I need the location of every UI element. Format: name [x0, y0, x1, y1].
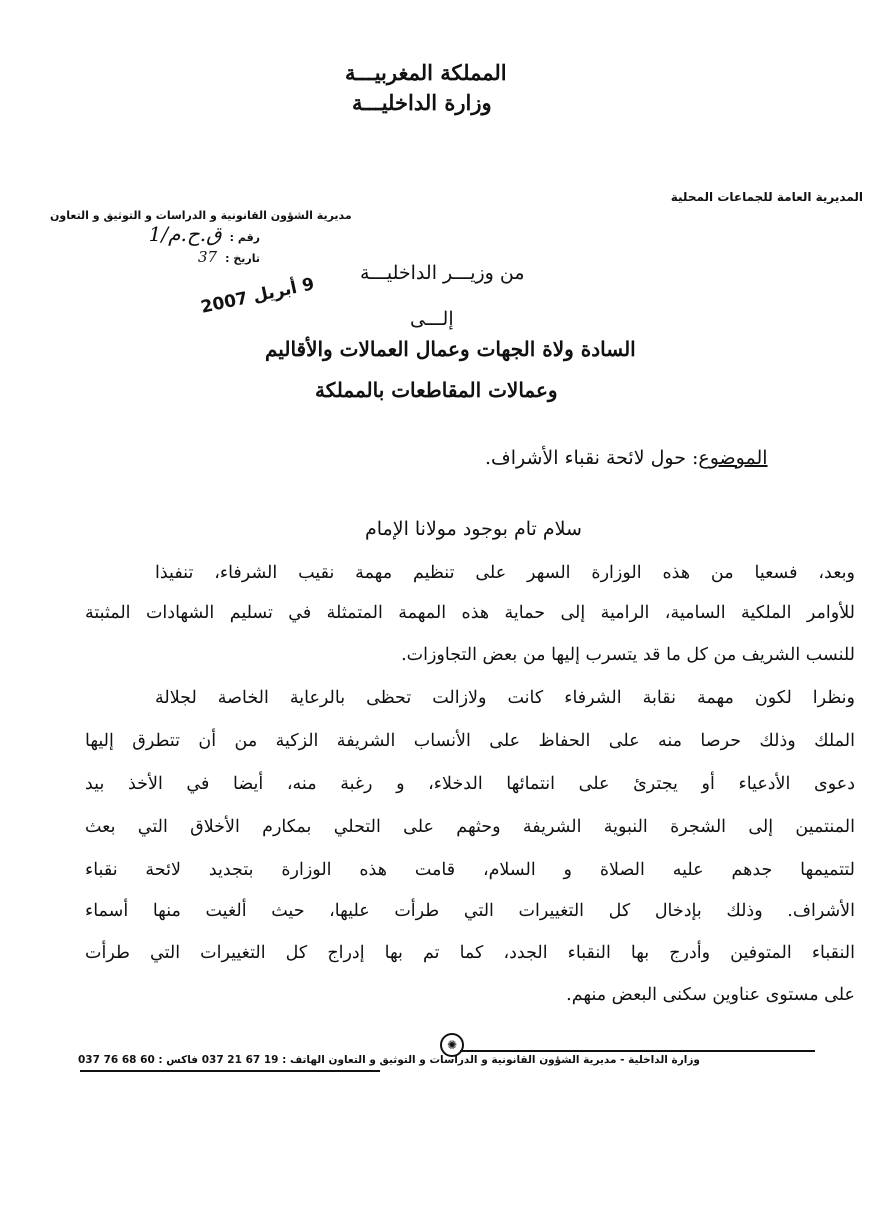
body-line: الأشراف. وذلك بإدخال كل التغييرات التي طرأت عليها، حيث ألغيت منها أسماء: [85, 901, 855, 921]
recipients-line-2: وعمالات المقاطعات بالمملكة: [315, 378, 558, 402]
body-line: ونظرا لكون مهمة نقابة الشرفاء كانت ولازالت تحظى بالرعاية الخاصة لجلالة: [155, 688, 855, 708]
reference-date-row: [198, 248, 260, 266]
footer-rule-left: [80, 1070, 380, 1072]
reference-number-label: رقم :: [229, 231, 260, 244]
reference-number-row: [149, 222, 260, 246]
reference-number-value: ق.ح.م/1: [148, 222, 222, 246]
body-line: وبعد، فسعيا من هذه الوزارة السهر على تنظيم مهمة نقيب الشرفاء، تنفيذا: [155, 563, 855, 583]
general-directorate: المديرية العامة للجماعات المحلية: [670, 190, 863, 204]
body-line: لتتميمها جدهم عليه الصلاة و السلام، قامت هذه الوزارة بتجديد لائحة نقباء: [85, 860, 855, 880]
footer-rule-right: [460, 1050, 815, 1052]
greeting: سلام تام بوجود مولانا الإمام: [365, 518, 582, 540]
to-label: إلـــى: [410, 308, 454, 330]
sub-directorate: مديرية الشؤون القانونية و الدراسات و التوثيق و التعاون: [50, 209, 352, 222]
subject-text: : حول لائحة نقباء الأشراف.: [485, 447, 699, 469]
footer-address: وزارة الداخلية - مديرية الشؤون القانونية و الدراسات و التوثيق و التعاون الهاتف : 19 67 21 037 فاكس : 60 68 76 037: [78, 1054, 700, 1066]
subject-label: الموضوع: [698, 447, 768, 469]
subject: [485, 447, 768, 469]
emblem-icon: ✺: [440, 1033, 464, 1057]
reference-date-label: تاريخ :: [225, 252, 260, 265]
kingdom-heading: المملكة المغربيـــة: [345, 60, 507, 85]
body-line: الملك وذلك حرصا منه على الحفاظ على الأنساب الشريفة الزكية من أن تتطرق إليها: [85, 731, 855, 751]
date-stamp: 9 أبريل 2007: [199, 274, 317, 318]
body-line: للأوامر الملكية السامية، الرامية إلى حماية هذه المهمة المتمثلة في تسليم الشهادات المثبتة: [85, 603, 855, 623]
reference-date-value: 37: [198, 248, 218, 266]
body-line: للنسب الشريف من كل ما قد يتسرب إليها من بعض التجاوزات.: [401, 645, 855, 665]
body-line: النقباء المتوفين وأدرج بها النقباء الجدد، كما تم بها إدراج كل التغييرات التي طرأت: [85, 943, 855, 963]
body-line: المنتمين إلى الشجرة النبوية الشريفة وحثهم على التحلي بمكارم الأخلاق التي بعث: [85, 817, 855, 837]
recipients-line-1: السادة ولاة الجهات وعمال العمالات والأقاليم: [265, 337, 636, 361]
sender: من وزيـــر الداخليـــة: [360, 262, 525, 284]
body-line: دعوى الأدعياء أو يجترئ على انتمائها الدخلاء، و رغبة منه، أيضا في الأخذ بيد: [85, 774, 855, 794]
body-line: على مستوى عناوين سكنى البعض منهم.: [566, 985, 855, 1005]
ministry-heading: وزارة الداخليـــة: [352, 90, 492, 115]
